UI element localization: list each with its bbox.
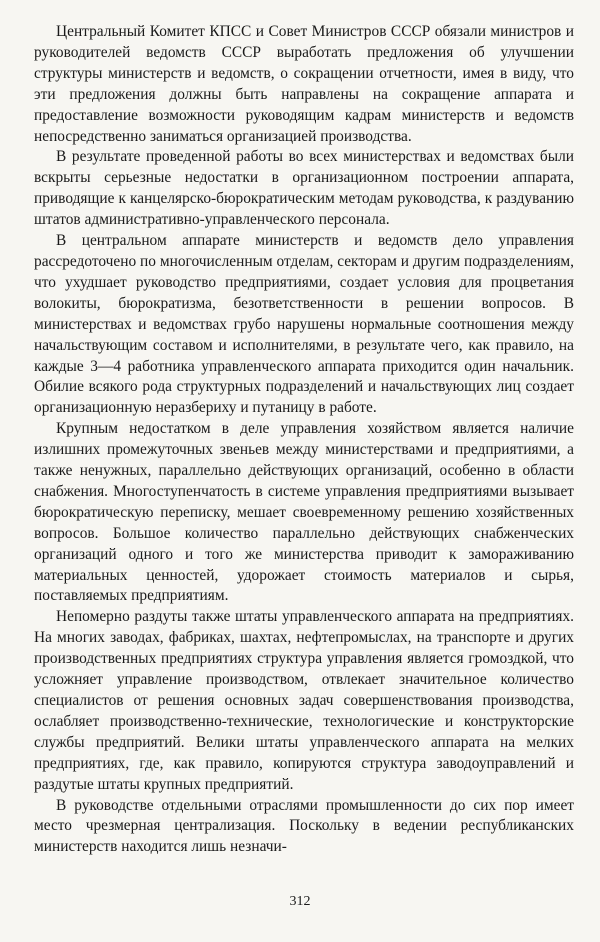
paragraph-5: Непомерно раздуты также штаты управленческого аппарата на предприятиях. На многих заводах, фабриках, шахтах, нефтепромыслах, на транспорте и других производственных предприятиях структура управления является громоздкой, что усложняет управление производством, отвлекает значительное количество специалистов от решения основных задач совершенствования производства, ослабляет производственно-технические, технологические и конструкторские службы предприятий. Велики штаты управленческого аппарата на мелких предприятиях, где, как правило, копируются структура заводоуправлений и раздутые штаты крупных предприятий. (34, 608, 574, 793)
paragraph-3: В центральном аппарате министерств и ведомств дело управления рассредоточено по многочисленным отделам, секторам и другим подразделениям, что ухудшает руководство предприятиями, создает условия для процветания волокиты, бюрократизма, безответственности в решении вопросов. В министерствах и ведомствах грубо нарушены нормальные соотношения между начальствующим составом и исполнителями, в результате чего, как правило, на каждые 3—4 работника управленческого аппарата приходится один начальник. Обилие всякого рода структурных подразделений и начальствующих лиц создает организационную неразбериху и путаницу в работе. (34, 232, 574, 417)
page-body (34, 22, 574, 922)
page-number: 312 (289, 894, 311, 909)
paragraph-4: Крупным недостатком в деле управления хозяйством является наличие излишних промежуточных звеньев между министерствами и предприятиями, а также ненужных, параллельно действующих организаций, особенно в области снабжения. Многоступенчатость в системе управления предприятиями вызывает бюрократическую переписку, мешает своевременному решению хозяйственных вопросов. Большое количество параллельно действующих снабженческих организаций одного и того же министерства приводит к замораживанию материальных ценностей, удорожает стоимость материалов и сырья, поставляемых предприятиям. (34, 420, 574, 605)
paragraph-1: Центральный Комитет КПСС и Совет Министров СССР обязали министров и руководителей ведомств СССР выработать предложения об улучшении структуры министерств и ведомств, о сокращении отчетности, имея в виду, что эти предложения должны быть направлены на сокращение аппарата и предоставление возможности руководящим кадрам министерств и ведомств непосредственно заниматься организацией производства. (34, 23, 574, 145)
paragraph-2: В результате проведенной работы во всех министерствах и ведомствах были вскрыты серьезные недостатки в организационном построении аппарата, приводящие к канцелярско-бюрократическим методам руководства, к раздуванию штатов административно-управленческого персонала. (34, 148, 574, 229)
paragraph-6: В руководстве отдельными отраслями промышленности до сих пор имеет место чрезмерная централизация. Поскольку в ведении республиканских министерств находится лишь незначи- (34, 796, 574, 856)
